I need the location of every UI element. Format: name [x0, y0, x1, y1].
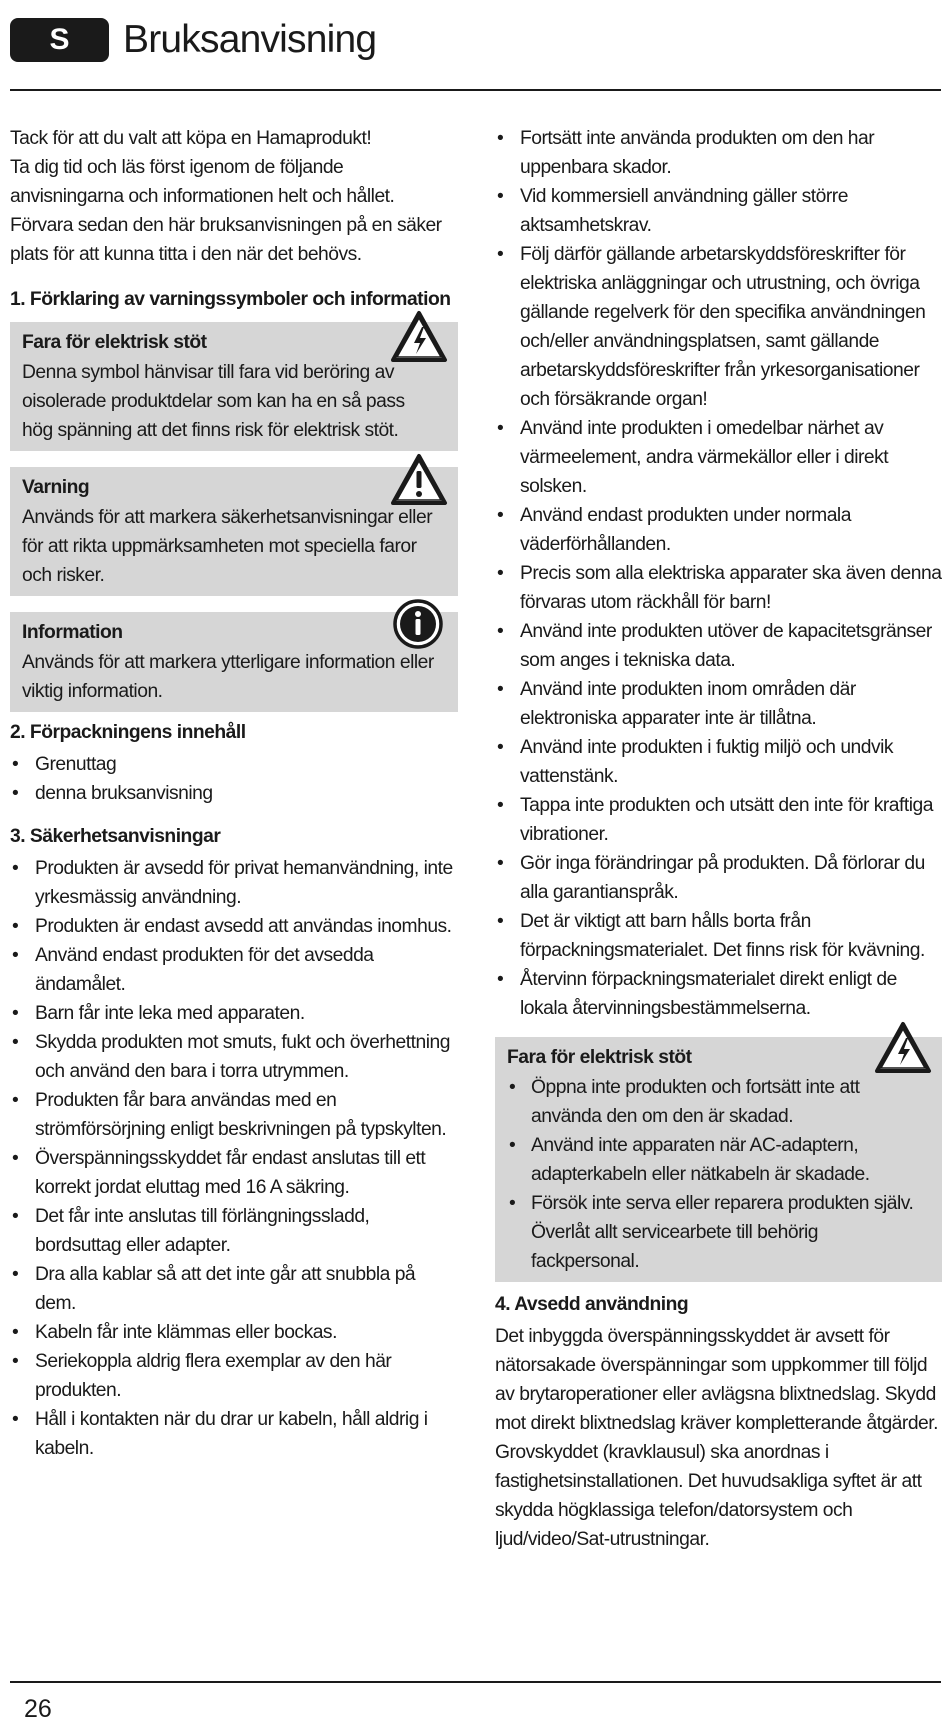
box-text: Denna symbol hänvisar till fara vid beröring av oisolerade produktdelar som kan ha en så pass hög spänning att det finns risk för elektrisk stöt. — [22, 362, 405, 441]
section-1-title: 1. Förklaring av varningssymboler och information — [10, 289, 451, 310]
list-item: • Det är viktigt att barn hålls borta från förpackningsmaterialet. Det finns risk för kvävning. — [495, 907, 942, 965]
list-item: • Försök inte serva eller reparera produkten själv. Överlåt allt servicearbete till behörig fackpersonal. — [507, 1189, 930, 1276]
electric-shock-warning-icon — [874, 1021, 932, 1075]
list-item: • Fortsätt inte använda produkten om den har uppenbara skador. — [495, 124, 942, 182]
list-item: • Vid kommersiell användning gäller större aktsamhetskrav. — [495, 182, 942, 240]
list-item: • Använd inte apparaten när AC-adaptern, adapterkabeln eller nätkabeln är skadade. — [507, 1131, 930, 1189]
box-electric-shock — [10, 322, 458, 451]
list-item: • Använd inte produkten inom områden där elektroniska apparater inte är tillåtna. — [495, 675, 942, 733]
list-item: • Precis som alla elektriska apparater ska även denna förvaras utom räckhåll för barn! — [495, 559, 942, 617]
warning-exclamation-icon — [390, 453, 448, 507]
box-warning — [10, 467, 458, 596]
list-item: • Använd inte produkten i omedelbar närhet av värmeelement, andra värmekällor eller i direkt solsken. — [495, 414, 942, 501]
list-item: • Skydda produkten mot smuts, fukt och överhettning och använd den bara i torra utrymmen. — [10, 1028, 458, 1086]
list-item: • Använd inte produkten i fuktig miljö och undvik vattenstänk. — [495, 733, 942, 791]
box-information — [10, 612, 458, 712]
list-item: • Dra alla kablar så att det inte går att snubbla på dem. — [10, 1260, 458, 1318]
box-heading: Fara för elektrisk stöt — [507, 1047, 692, 1068]
package-contents-list — [10, 750, 458, 808]
list-item: • Använd endast produkten under normala väderförhållanden. — [495, 501, 942, 559]
list-item: • denna bruksanvisning — [10, 779, 458, 808]
list-item: • Barn får inte leka med apparaten. — [10, 999, 458, 1028]
shock-safety-list — [507, 1073, 930, 1276]
list-item: • Det får inte anslutas till förlängningssladd, bordsuttag eller adapter. — [10, 1202, 458, 1260]
section-3-title: 3. Säkerhetsanvisningar — [10, 826, 221, 847]
list-item: • Använd endast produkten för det avsedda ändamålet. — [10, 941, 458, 999]
box-heading: Varning — [22, 477, 90, 498]
list-item: • Grenuttag — [10, 750, 458, 779]
list-item: • Tappa inte produkten och utsätt den inte för kraftiga vibrationer. — [495, 791, 942, 849]
list-item: • Överspänningsskyddet får endast anslutas till ett korrekt jordat eluttag med 16 A säkring. — [10, 1144, 458, 1202]
list-item: • Öppna inte produkten och fortsätt inte att använda den om den är skadad. — [507, 1073, 930, 1131]
intro-text: Ta dig tid och läs först igenom de följande anvisningarna och informationen helt och hållet. Förvara sedan den här bruksanvisningen på en säker plats för att kunna titta i den när det behövs. — [10, 157, 442, 265]
list-item: • Kabeln får inte klämmas eller bockas. — [10, 1318, 458, 1347]
document-title: Bruksanvisning — [123, 18, 377, 61]
safety-list-right — [495, 124, 942, 1023]
right-column — [495, 124, 942, 1554]
list-item: • Produkten är endast avsedd att användas inomhus. — [10, 912, 458, 941]
section-4-title: 4. Avsedd användning — [495, 1294, 689, 1315]
electric-shock-warning-icon — [390, 310, 448, 364]
box-electric-shock-safety — [495, 1037, 942, 1282]
list-item: • Följ därför gällande arbetarskyddsföreskrifter för elektriska anläggningar och utrustning, och övriga gällande regelverk för den specifika användningen och/eller användningsplatsen, samt gällande arbetarskyddsföreskrifter från yrkesorganisationer och försäkrande organ! — [495, 240, 942, 414]
box-heading: Information — [22, 622, 123, 643]
language-badge: S — [10, 18, 109, 62]
intro — [10, 124, 458, 269]
left-column — [10, 124, 458, 1463]
section-2-title: 2. Förpackningens innehåll — [10, 722, 246, 743]
box-text: Används för att markera ytterligare information eller viktig information. — [22, 652, 434, 702]
list-item: • Använd inte produkten utöver de kapacitetsgränser som anges i tekniska data. — [495, 617, 942, 675]
list-item: • Håll i kontakten när du drar ur kabeln, håll aldrig i kabeln. — [10, 1405, 458, 1463]
list-item: • Gör inga förändringar på produkten. Då förlorar du alla garantianspråk. — [495, 849, 942, 907]
page-number: 26 — [24, 1695, 52, 1723]
intended-use-text: Det inbyggda överspänningsskyddet är avsett för nätorsakade överspänningar som uppkommer till följd av brytaroperationer eller avlägsna blixtnedslag. Skydd mot direkt blixtnedslag kräver kompletterande åtgärder. Grovskyddet (kravklausul) ska anordnas i fastighetsinstallationen. Det huvudsakliga syftet är att skydda högklassiga telefon/datorsystem och ljud/video/Sat-utrustningar. — [495, 1326, 938, 1550]
safety-list-left — [10, 854, 458, 1463]
list-item: • Seriekoppla aldrig flera exemplar av den här produkten. — [10, 1347, 458, 1405]
footer-rule — [10, 1681, 941, 1683]
list-item: • Produkten är avsedd för privat hemanvändning, inte yrkesmässig användning. — [10, 854, 458, 912]
box-heading: Fara för elektrisk stöt — [22, 332, 207, 353]
list-item: • Återvinn förpackningsmaterialet direkt enligt de lokala återvinningsbestämmelserna. — [495, 965, 942, 1023]
header-rule — [10, 89, 941, 91]
box-text: Används för att markera säkerhetsanvisningar eller för att rikta uppmärksamheten mot speciella faror och risker. — [22, 507, 433, 586]
info-icon — [392, 598, 444, 650]
list-item: • Produkten får bara användas med en strömförsörjning enligt beskrivningen på typskylten. — [10, 1086, 458, 1144]
intro-greeting: Tack för att du valt att köpa en Hamaprodukt! — [10, 128, 372, 149]
page-header — [10, 16, 376, 64]
